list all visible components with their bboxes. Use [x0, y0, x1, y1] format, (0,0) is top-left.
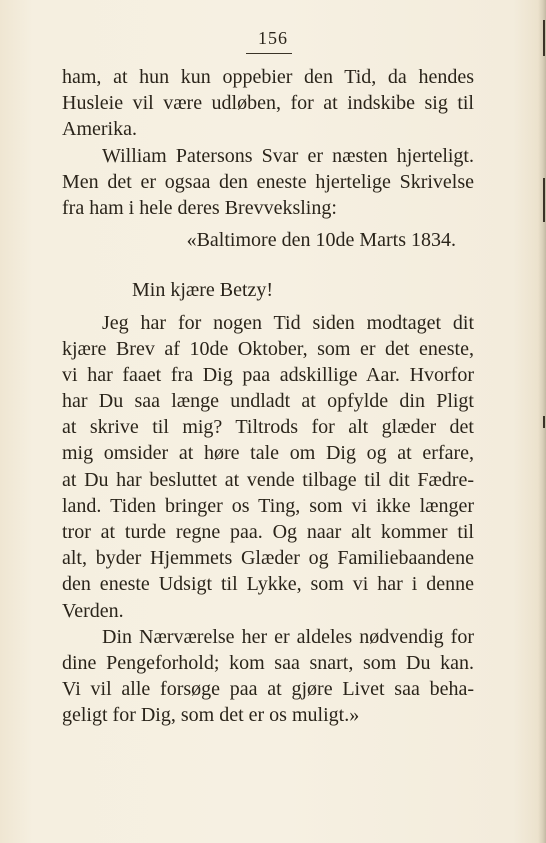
edge-mark [543, 416, 545, 428]
text-line: tror at turde regne paa. Og naar alt kommer til [62, 521, 474, 543]
text-line: land. Tiden bringer os Ting, som vi ikke længer [62, 494, 474, 517]
text-line: Amerika. [62, 118, 137, 141]
body-text [62, 64, 474, 729]
edge-mark [543, 178, 545, 222]
text-line: vi har faaet fra Dig paa adskillige Aar. Hvorfor [62, 363, 474, 386]
spacer [62, 253, 474, 277]
text-line: Men det er ogsaa den eneste hjertelige Skrivelse [62, 170, 474, 193]
text-line: dine Pengeforhold; kom saa snart, som Du kan. [62, 651, 474, 674]
text-line: geligt for Dig, som det er os muligt.» [62, 704, 360, 727]
text-line: alt, byder Hjemmets Glæder og Familiebaandene [62, 547, 474, 570]
text-line: har Du saa længe undladt at opfylde din Pligt [62, 390, 474, 413]
text-line: Vi vil alle forsøge paa at gjøre Livet saa beha- [62, 678, 474, 701]
text-line: den eneste Udsigt til Lykke, som vi har i denne [62, 573, 474, 596]
text-line: Verden. [62, 599, 124, 622]
text-line: Jeg har for nogen Tid siden modtaget dit [102, 311, 474, 334]
text-line: ham, at hun kun oppebier den Tid, da hendes [62, 66, 474, 88]
text-line: at Du har besluttet at vende tilbage til dit Fædre- [62, 468, 474, 491]
page-number: 156 [258, 28, 288, 48]
text-line: at skrive til mig? Tiltrods for alt glæder det [62, 416, 474, 439]
letter-salutation: Min kjære Betzy! [132, 279, 274, 302]
text-line: Din Nærværelse her er aldeles nødvendig for [102, 625, 474, 648]
text-line: mig omsider at høre tale om Dig og at erfare, [62, 442, 474, 465]
header-rule [246, 53, 292, 54]
text-line: Husleie vil være udløben, for at indskibe sig til [62, 92, 474, 115]
text-line: kjære Brev af 10de Oktober, som er det eneste, [62, 337, 474, 360]
text-line: William Patersons Svar er næsten hjerteligt. [102, 144, 474, 167]
text-line: fra ham i hele deres Brevveksling: [62, 196, 337, 219]
letter-dateline: «Baltimore den 10de Marts 1834. [186, 229, 456, 252]
